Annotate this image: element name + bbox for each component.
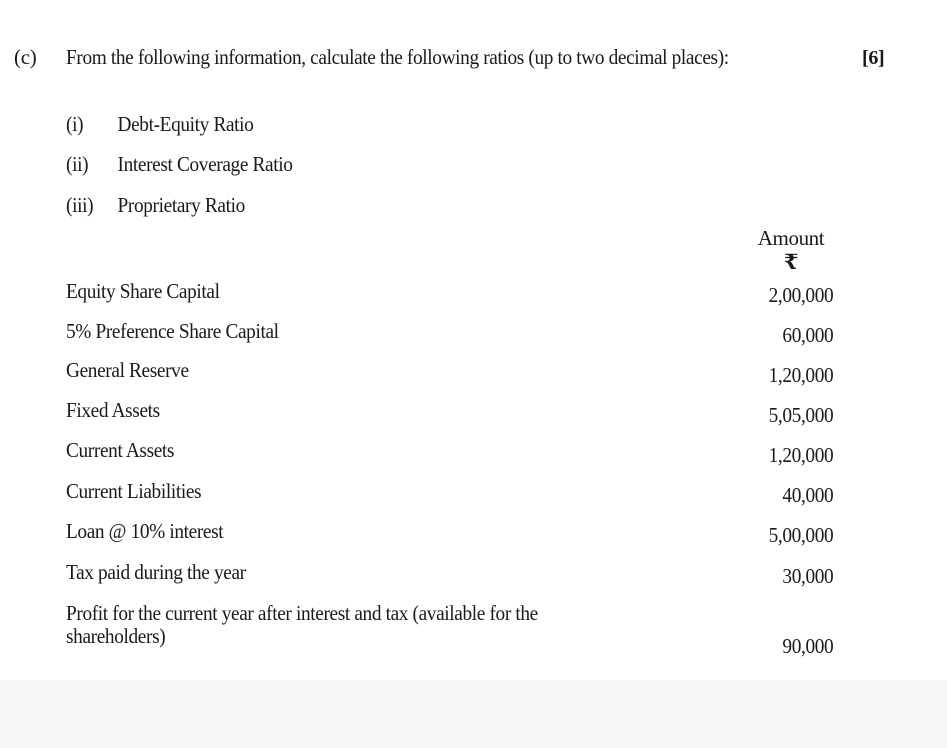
- row-value: 60,000: [782, 323, 833, 347]
- row-label-line2: shareholders): [66, 624, 166, 648]
- sub-item-proprietary: [66, 193, 245, 218]
- question-label: (c): [14, 45, 37, 69]
- row-value: 2,00,000: [768, 283, 833, 307]
- row-label: Fixed Assets: [66, 398, 160, 422]
- amount-column-header: [742, 226, 840, 274]
- sub-item-number: (i): [66, 112, 84, 136]
- row-value: 5,05,000: [768, 403, 833, 427]
- sub-item-text: Debt-Equity Ratio: [117, 112, 254, 136]
- row-label: Equity Share Capital: [66, 279, 220, 303]
- sub-item-text: Proprietary Ratio: [117, 193, 245, 217]
- row-label: 5% Preference Share Capital: [66, 319, 279, 343]
- sub-item-text: Interest Coverage Ratio: [117, 152, 293, 176]
- row-value: 5,00,000: [768, 523, 833, 547]
- row-label: Current Assets: [66, 438, 175, 462]
- row-label: General Reserve: [66, 358, 189, 382]
- sub-item-interest-coverage: [66, 152, 293, 177]
- row-value: 40,000: [782, 483, 833, 507]
- row-label-line1: Profit for the current year after interest and tax (available for the: [66, 601, 538, 625]
- marks-badge: [6]: [862, 47, 885, 69]
- amount-header-label: Amount: [757, 226, 825, 250]
- row-value: 90,000: [782, 634, 833, 658]
- rupee-currency-icon: ₹: [783, 250, 799, 274]
- question-text: From the following information, calculate the following ratios (up to two decimal places):: [66, 45, 729, 69]
- sub-item-number: (ii): [66, 152, 89, 176]
- row-label: Current Liabilities: [66, 479, 202, 503]
- row-value: 1,20,000: [768, 443, 833, 467]
- row-label: Loan @ 10% interest: [66, 519, 224, 543]
- sub-item-debt-equity: [66, 112, 253, 137]
- sub-item-number: (iii): [66, 193, 94, 217]
- row-value: 30,000: [782, 564, 833, 588]
- row-value: 1,20,000: [768, 363, 833, 387]
- row-label: Tax paid during the year: [66, 560, 246, 584]
